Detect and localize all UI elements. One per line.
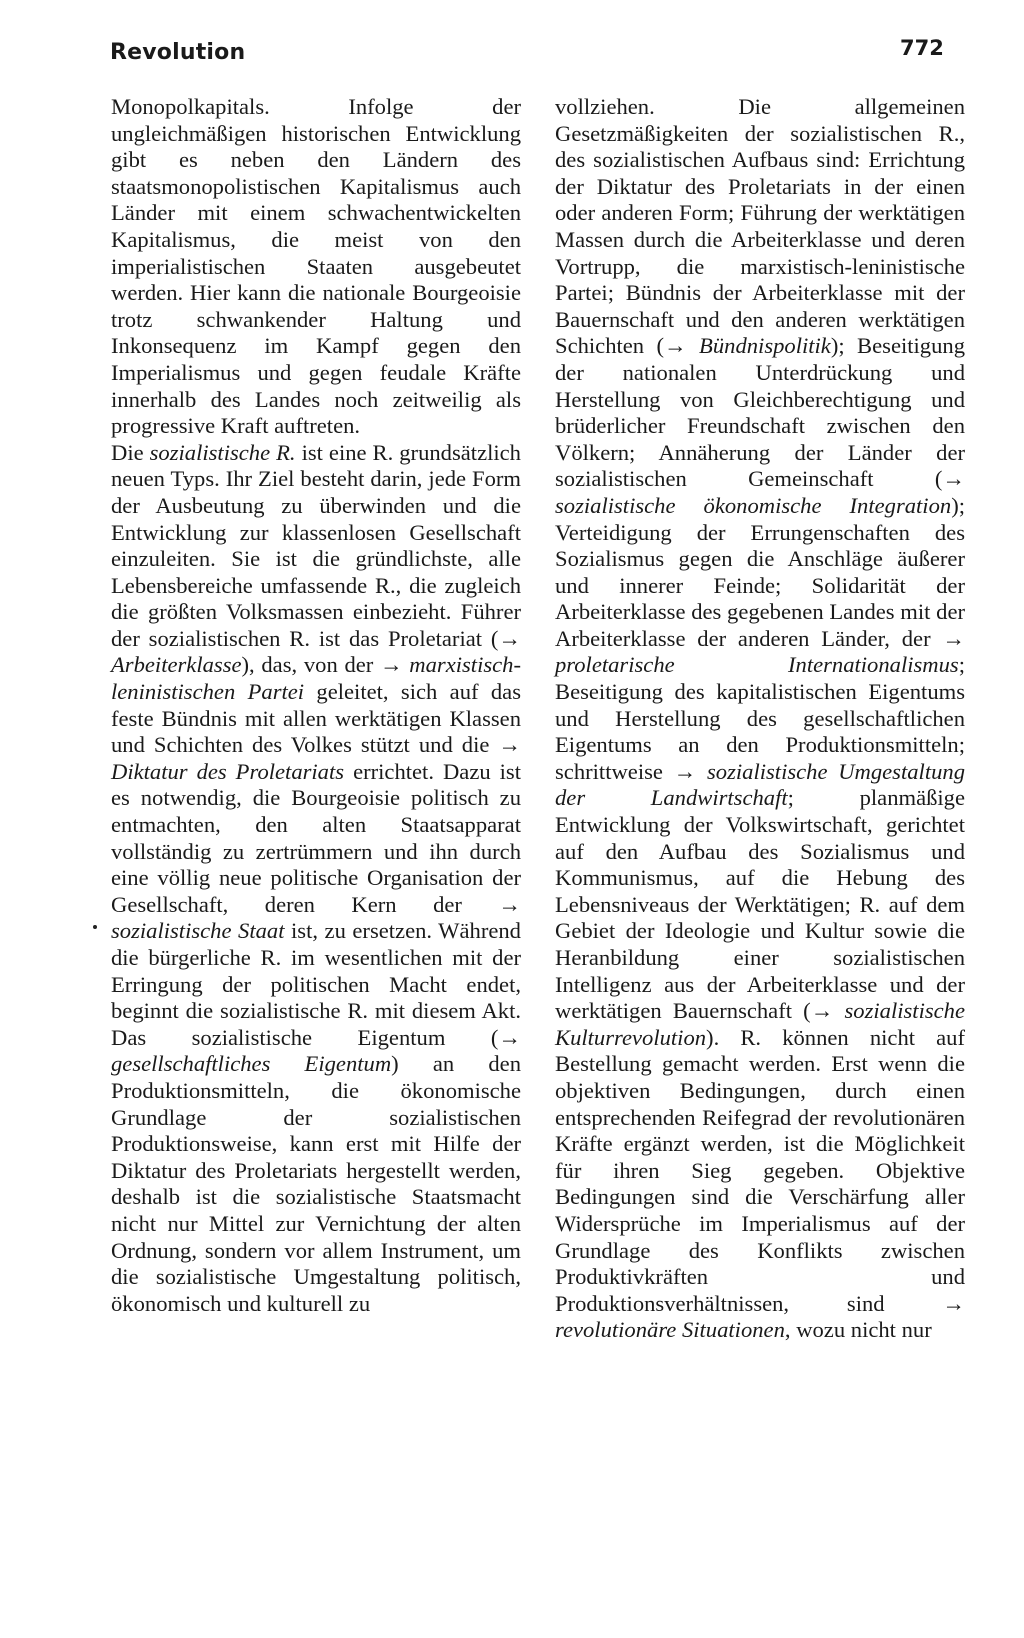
text-run: ist eine R. grundsätzlich neuen Typs. Ihr Ziel besteht darin, jede Form der Ausbeutung zu überwinden und die Entwicklung zur klassenlosen Gesellschaft einzuleiten. Sie ist die gründlichste, alle Lebensbereiche umfassende R., die zugleich die größten Volksmassen einbezieht. Führer der sozialistischen R. ist das Proletariat (→: [111, 439, 521, 651]
left-column: [111, 94, 521, 1317]
text-run: , wozu nicht nur: [784, 1317, 932, 1343]
right-column: [555, 94, 965, 1344]
crossref-revolutionaere-situationen: revolutionäre Situationen: [555, 1317, 785, 1343]
text-run: ); Verteidigung der Errungenschaften des Sozialismus gegen die Anschläge äußerer und innerer Feinde; Solidarität der Arbeiterklasse des gegebenen Landes mit der Arbeiterklasse der anderen Länder, der →: [555, 492, 965, 651]
paragraph-laws-of-socialist-revolution: [555, 94, 965, 1344]
page-number: 772: [900, 36, 944, 60]
text-run: vollziehen. Die allgemeinen Gesetzmäßigkeiten der sozialistischen R., des sozialistischen Aufbaus sind: Errichtung der Diktatur des Proletariats in der einen oder anderen Form; Führung der werktätigen Massen durch die Arbeiterklasse und deren Vortrupp, die marxistisch-leninistische Partei; Bündnis der Arbeiterklasse mit der Bauernschaft und den anderen werktätigen Schichten (→: [555, 94, 965, 359]
text-run: ); Beseitigung der nationalen Unterdrückung und Herstellung von Gleichberechtigung und brüderlicher Freundschaft zwischen den Völkern; Annäherung der Länder der sozialistischen Gemeinschaft (→: [555, 333, 965, 492]
text-run: errichtet. Dazu ist es notwendig, die Bourgeoisie politisch zu entmachten, den alten Staatsapparat vollständig zu zertrümmern und ihn durch eine völlig neue politische Organisation der Gesellschaft, deren Kern der →: [111, 758, 521, 917]
crossref-marxistisch-leninistische-partei: marxistisch-leninistischen Partei: [111, 652, 521, 705]
paragraph-socialist-revolution: [111, 440, 521, 1318]
text-run: geleitet, sich auf das feste Bündnis mit allen werktätigen Klassen und Schichten des Volkes stützt und die →: [111, 679, 521, 758]
text-run: ). R. können nicht auf Bestellung gemacht werden. Erst wenn die objektiven Bedingungen, durch einen entsprechenden Reifegrad der revolutionären Kräfte ergänzt werden, ist die Möglichkeit für ihren Sieg gegeben. Objektive Bedingungen sind die Verschärfung aller Widersprüche im Imperialismus auf der Grundlage des Konflikts zwischen Produktivkräften und Produktionsverhältnissen, sind →: [555, 1024, 965, 1316]
crossref-sozialistischer-staat: sozialistische Staat: [111, 918, 285, 944]
crossref-diktatur-des-proletariats: Diktatur des Proletariats: [111, 758, 345, 784]
crossref-gesellschaftliches-eigentum: gesellschaftliches Eigentum: [111, 1051, 392, 1077]
crossref-buendnispolitik: Bündnispolitik: [699, 333, 831, 359]
text-run: ) an den Produktionsmitteln, die ökonomische Grundlage der sozialistischen Produktionsweise, kann erst mit Hilfe der Diktatur des Proletariats hergestellt werden, deshalb ist die sozialistische Staatsmacht nicht nur Mittel zur Vernichtung der alten Ordnung, sondern vor allem Instrument, um die sozialistische Umgestaltung politisch, ökonomisch und kulturell zu: [111, 1051, 521, 1316]
crossref-umgestaltung-der-landwirtschaft: sozialistische Umgestaltung der Landwirtschaft: [555, 758, 965, 811]
term-socialist-revolution: sozialistische R.: [149, 439, 296, 465]
text-run: ist, zu ersetzen. Während die bürgerliche R. im wesentlichen mit der Erringung der politischen Macht endet, beginnt die sozialistische R. mit diesem Akt. Das sozialistische Eigentum (→: [111, 918, 521, 1050]
crossref-arbeiterklasse: Arbeiterklasse: [111, 652, 242, 678]
crossref-kulturrevolution: sozialistische Kulturrevolution: [555, 998, 965, 1050]
text-run: ), das, von der →: [241, 652, 410, 678]
crossref-oekonomische-integration: sozialistische ökonomische Integration: [555, 492, 952, 518]
text-run: ; Beseitigung des kapitalistischen Eigentums und Herstellung des gesellschaftlichen Eigentums an den Produktionsmitteln; schrittweise →: [555, 652, 965, 784]
crossref-proletarischer-internationalismus: proletarische Internationalismus: [555, 652, 959, 678]
stray-ink-mark: [93, 925, 97, 929]
text-run: Die: [111, 439, 150, 465]
text-run: ; planmäßige Entwicklung der Volkswirtschaft, gerichtet auf den Aufbau des Sozialismus und Kommunismus, auf die Hebung des Lebensniveaus der Werktätigen; R. auf dem Gebiet der Ideologie und Kultur sowie die Heranbildung einer sozialistischen Intelligenz aus der Arbeiterklasse und der werktätigen Bauernschaft (→: [555, 785, 965, 1024]
paragraph-bourgeoisie: Monopolkapitals. Infolge der ungleichmäßigen historischen Entwicklung gibt es neben den Ländern des staatsmonopolistischen Kapitalismus auch Länder mit einem schwachentwickelten Kapitalismus, die meist von den imperialistischen Staaten ausgebeutet werden. Hier kann die nationale Bourgeoisie trotz schwankender Haltung und Inkonsequenz im Kampf gegen den Imperialismus und gegen feudale Kräfte innerhalb des Landes noch zeitweilig als progressive Kraft auftreten.: [111, 94, 521, 439]
running-head: Revolution: [110, 40, 246, 65]
